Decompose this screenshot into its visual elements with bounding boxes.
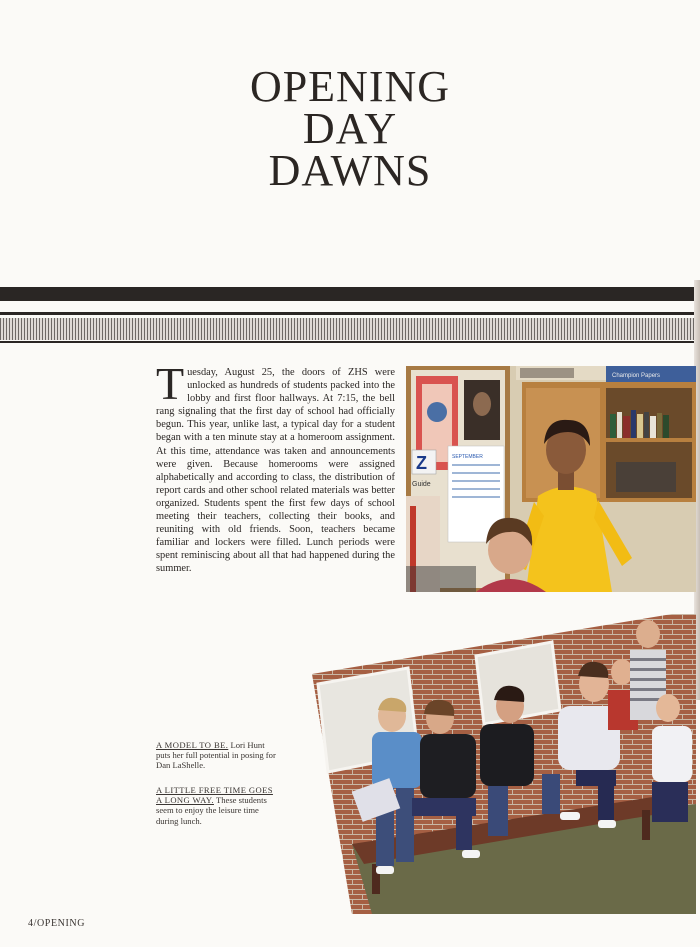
decorative-band-hatched [0,318,700,340]
article-text: uesday, August 25, the doors of ZHS were unlocked as hundreds of students packed into the lobby and first floor hallways. At 7:15, the bell rang signaling that the first day of school had officially begun. This year, unlike last, a typical day for a student began with a ten minute stay at a homeroom assignment. At this time, attendance was taken and announcements were given. Because homerooms were assigned alphabetically and according to class, the distribution of report cards and other school related materials was better organized. Students spent the first few days of school meeting their teachers, collecting their books, and reuniting with old friends. Soon, teachers became familiar and lockers were filled. Lunch periods were spent reminiscing about all that had happened during the summer. [156,367,395,575]
caption-text: Lori Hunt puts her full potential in posing for Dan LaShelle. [156,740,276,771]
caption-model [156,740,278,771]
poster-word-guide: Guide [412,481,431,488]
page-folio: 4/OPENING [28,918,86,929]
poster-letter-z: Z [416,453,427,473]
calendar-month: SEPTEMBER [452,454,483,460]
article-body [156,358,395,576]
photo-students-bench [312,614,696,914]
title-line-3: DAWNS [268,146,432,195]
title-line-2: DAY [302,104,398,153]
page-title [0,62,700,195]
decorative-rule-lower [0,341,700,343]
caption-heading: A LITTLE FREE TIME GOES A LONG WAY. [156,785,273,806]
title-line-1: OPENING [249,62,451,111]
sign-champion-papers: Champion Papers [612,373,661,379]
drop-cap: T [156,358,185,409]
decorative-rule [0,312,700,315]
decorative-band-dark [0,287,700,301]
photo-classroom [406,366,696,592]
caption-free-time [156,785,278,826]
caption-text: These students seem to enjoy the leisure time during lunch. [156,795,267,826]
caption-heading: A MODEL TO BE. [156,740,229,750]
